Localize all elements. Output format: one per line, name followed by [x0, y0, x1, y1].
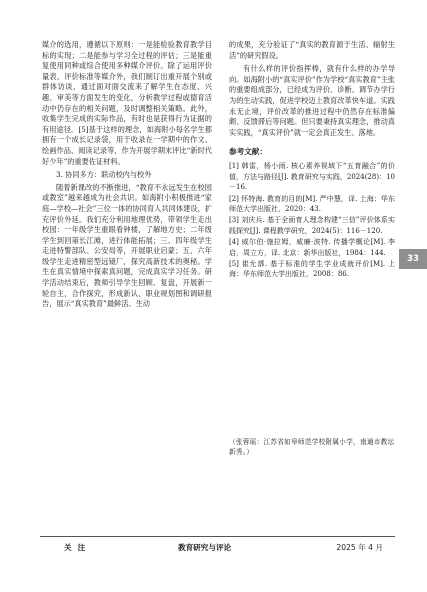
left-column: [42, 40, 212, 313]
footer-date: 2025 年 4 月: [336, 543, 383, 552]
paragraph: 的成果，充分验证了“真实的教育源于生活、辐射生活”的研究假设。: [229, 40, 395, 60]
reference-item: [4] 威尔伯·施拉姆，威廉·波特. 传播学概论[M]. 李启，周立方，译. 北京：新华出版社，1984：144.: [229, 238, 395, 257]
page-number-tab: 33: [399, 249, 427, 269]
reference-item: [5] 崔允漷. 基于标准的学生学业成就评价[M]. 上海：华东师范大学出版社，2008：86.: [229, 260, 395, 279]
reference-item: [3] 刘庆兵. 基于全面育人理念构建“三信”评价体系实践探究[J]. 课程教学研究，2024(5)：116－120.: [229, 216, 395, 235]
section-heading: 3. 协同多方：联动校内与校外: [56, 170, 152, 180]
page-footer: [40, 542, 395, 556]
author-note: （张蓉瑶：江苏省如皋师范学校附属小学，南通市教坛新秀。）: [229, 438, 395, 457]
paragraph: 有什么样的评价指挥棒，就有什么样的办学导向。如海附小的“真实评价”作为学校“真实教育”主张的重要组成部分，已经成为评价、诊断、调节办学行为的生动实践，促进学校迈上教育改革快车道。实践永无止境，评价改革的推进过程中仍然存在标准偏颇、反馈滞后等问题。但只要秉持真实理念，推动真实实践，“真实评价”就一定会真正发生、落地。: [229, 64, 395, 137]
reference-item: [2] 怀特海. 教育的目的[M]. 严中慧，译. 上海：华东师范大学出版社，2020：43.: [229, 194, 395, 213]
footer-journal: 教育研究与评论: [178, 543, 232, 552]
reference-item: [1] 韩雷，杨小雨. 核心素养视域下“五育融合”的价值，方法与路径[J]. 教育研究与实践，2024(28)：10－16.: [229, 162, 395, 192]
footer-divider: [40, 536, 395, 537]
paragraph: 媒介的选用，遵循以下原则：一是能检验教育教学目标的实现；二是能参与学习全过程的评估；三是能重复使用同种或综合使用多种媒介评价。除了运用评价量表、评价标准等媒介外，我们制订出重开展个别或群体访谈，通过面对面交流来了解学生在态度、兴趣、审美等方面发生的变化，分析教学过程或德育活动中仍存在的相关问题，及时调整相关策略。此外，收集学生完成的实际作品，有时也是获得行为证据的有用途径。[5]基于这样的理念，如海附小每名学生都拥有一个成长记录袋，用于收录在一学期中的作文、绘画作品、阅读记录等，作为开展学期末评比“新时代好少年”的重要佐证材料。: [42, 40, 212, 166]
references-title: 参考文献：: [229, 147, 267, 157]
footer-section: 关注: [64, 543, 92, 552]
paragraph: 随着新课改的不断推进，“教育不永远发生在校园或教室”越来越成为社会共识。如海附小积极推进“家庭—学校—社会”三位一体的协同育人共同体建设，扩充评价外延。我们充分利用地理优势，带领学生走出校园：一年级学生重眼看钟楼，了解地方史；二年级学生到回第长江滩，进行体能拓展；三、四年级学生走进特警部队、公安局等，开展职业启蒙；五、六年级学生走进精密型远镜厂，探究高新技术的奥秘。学生在真实情境中探索真问题，完成真实学习任务。研学活动结束后，教师引导学生回顾、复盘，开展新一轮自主，合作探究，形成新认、职业规划图和调研报告，展示“真实教育”最鲜活、生动: [42, 182, 212, 309]
right-column: [229, 40, 395, 281]
